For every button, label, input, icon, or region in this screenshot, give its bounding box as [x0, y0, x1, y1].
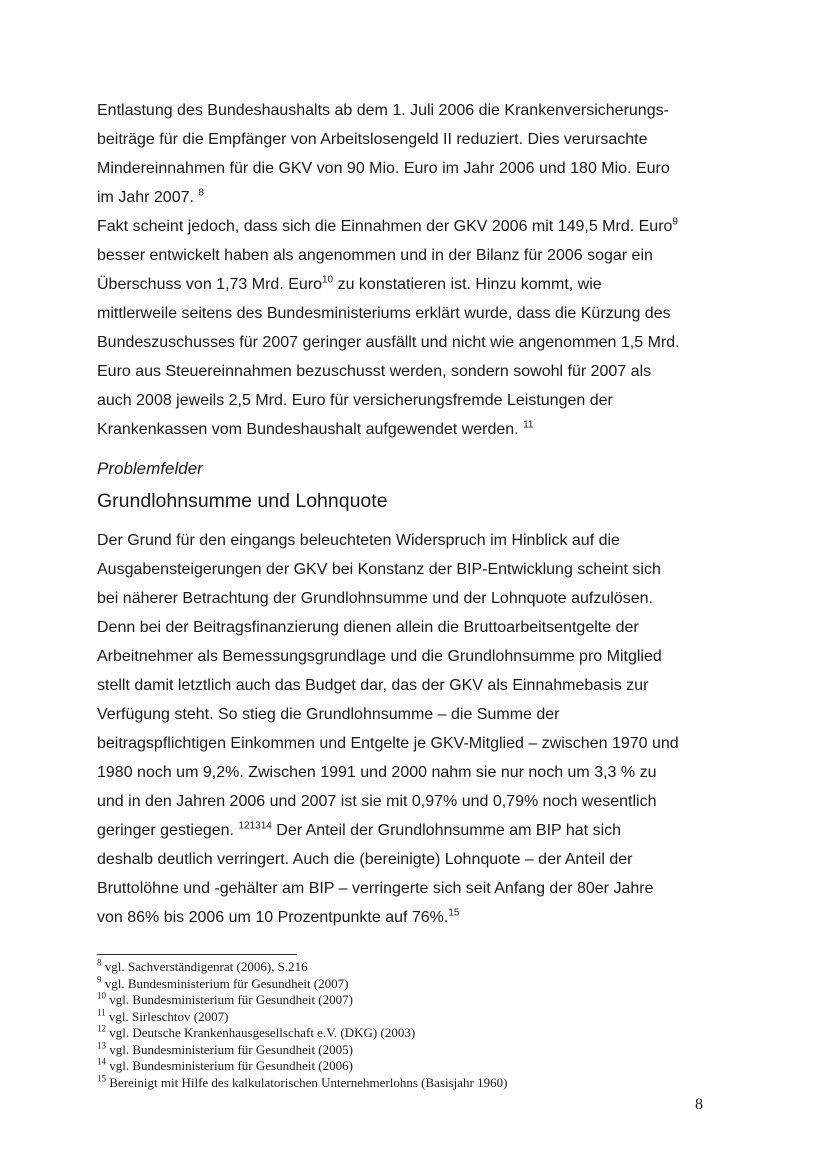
- text-line: Überschuss von 1,73 Mrd. Euro$^{10}$ zu konstatieren ist. Hinzu kommt, wie: [97, 274, 602, 293]
- footnote-item: $^{15}$ Bereinigt mit Hilfe des kalkulatorischen Unternehmerlohns (Basisjahr 1960): [97, 1073, 508, 1090]
- footnote-number: 12: [97, 1023, 106, 1034]
- paragraph-fakt-einnahmen: [97, 212, 713, 444]
- footnote-number: 8: [97, 957, 102, 968]
- section-heading-problemfelder: Problemfelder: [97, 459, 203, 478]
- text-line: beiträge für die Empfänger von Arbeitslosengeld II reduziert. Dies verursachte: [97, 131, 648, 148]
- footnote-ref: 12: [238, 820, 250, 832]
- text-line: 1980 noch um 9,2%. Zwischen 1991 und 2000 nahm sie nur noch um 3,3 % zu: [97, 764, 657, 781]
- text-line: Euro aus Steuereinnahmen bezuschusst werden, sondern sowohl für 2007 als: [97, 363, 652, 380]
- text-line: Bundeszuschusses für 2007 geringer ausfällt und nicht wie angenommen 1,5 Mrd.: [97, 334, 680, 351]
- footnote-number: 9: [97, 974, 102, 985]
- text-line: Mindereinnahmen für die GKV von 90 Mio. Euro im Jahr 2006 und 180 Mio. Euro: [97, 160, 670, 177]
- section-heading-grundlohnsumme: Grundlohnsumme und Lohnquote: [97, 490, 388, 512]
- footnote-item: $^{12}$ vgl. Deutsche Krankenhausgesellschaft e.V. (DKG) (2003): [97, 1023, 416, 1040]
- text-line: im Jahr 2007. $^8$: [97, 187, 204, 206]
- footnote-ref: 8: [198, 187, 204, 199]
- text-line: auch 2008 jeweils 2,5 Mrd. Euro für versicherungsfremde Leistungen der: [97, 392, 613, 409]
- text-line: Arbeitnehmer als Bemessungsgrundlage und die Grundlohnsumme pro Mitglied: [97, 648, 662, 665]
- footnote-item: $^{13}$ vgl. Bundesministerium für Gesundheit (2005): [97, 1040, 353, 1057]
- text-line: Ausgabensteigerungen der GKV bei Konstanz der BIP-Entwicklung scheint sich: [97, 561, 661, 578]
- footnotes-list: [97, 959, 713, 1091]
- text-line: von 86% bis 2006 um 10 Prozentpunkte auf 76%.$^{15}$: [97, 907, 460, 926]
- footnote-number: 13: [97, 1040, 106, 1051]
- footnote-item: $^{14}$ vgl. Bundesministerium für Gesundheit (2006): [97, 1056, 353, 1073]
- footnote-item: $^9$ vgl. Bundesministerium für Gesundheit (2007): [97, 974, 349, 991]
- footnote-ref: 14: [260, 820, 272, 832]
- footnote-ref: 11: [523, 419, 534, 431]
- text-line: mittlerweile seitens des Bundesministeriums erklärt wurde, dass die Kürzung des: [97, 305, 671, 322]
- text-line: geringer gestiegen. $^{121314}$ Der Anteil der Grundlohnsumme am BIP hat sich: [97, 820, 622, 839]
- page-number: 8: [695, 1096, 703, 1113]
- footnote-ref: 15: [448, 907, 460, 919]
- text-line: Denn bei der Beitragsfinanzierung dienen allein die Bruttoarbeitsentgelte der: [97, 619, 639, 636]
- footnote-item: $^8$ vgl. Sachverständigenrat (2006), S.216: [97, 957, 308, 974]
- footnote-item: $^{11}$ vgl. Sirleschtov (2007): [97, 1007, 229, 1024]
- text-line: stellt damit letztlich auch das Budget dar, das der GKV als Einnahmebasis zur: [97, 677, 649, 694]
- text-line: beitragspflichtigen Einkommen und Entgelte je GKV-Mitglied – zwischen 1970 und: [97, 735, 679, 752]
- footnote-number: 14: [97, 1056, 106, 1067]
- footnote-item: $^{10}$ vgl. Bundesministerium für Gesundheit (2007): [97, 990, 353, 1007]
- text-line: Entlastung des Bundeshaushalts ab dem 1. Juli 2006 die Krankenversicherungs-: [97, 102, 669, 119]
- paragraph-entlastung: [97, 96, 713, 212]
- footnote-number: 10: [97, 990, 106, 1001]
- footnote-number: 11: [97, 1007, 106, 1018]
- footnote-ref: 9: [672, 216, 678, 228]
- text-line: deshalb deutlich verringert. Auch die (bereinigte) Lohnquote – der Anteil der: [97, 851, 633, 868]
- text-line: und in den Jahren 2006 und 2007 ist sie mit 0,97% und 0,79% noch wesentlich: [97, 793, 657, 810]
- text-line: Fakt scheint jedoch, dass sich die Einnahmen der GKV 2006 mit 149,5 Mrd. Euro$^9$: [97, 216, 678, 235]
- footnote-ref: 13: [249, 820, 261, 832]
- text-line: Verfügung steht. So stieg die Grundlohnsumme – die Summe der: [97, 706, 560, 723]
- document-content: [97, 96, 713, 1091]
- text-line: Der Grund für den eingangs beleuchteten Widerspruch im Hinblick auf die: [97, 532, 620, 549]
- text-line: Bruttolöhne und -gehälter am BIP – verringerte sich seit Anfang der 80er Jahre: [97, 880, 654, 897]
- footnote-ref: 10: [322, 274, 334, 286]
- text-line: Krankenkassen vom Bundeshaushalt aufgewendet werden. $^{11}$: [97, 419, 534, 438]
- text-line: bei näherer Betrachtung der Grundlohnsumme und der Lohnquote aufzulösen.: [97, 590, 653, 607]
- footnote-separator: [97, 954, 297, 955]
- text-line: besser entwickelt haben als angenommen und in der Bilanz für 2006 sogar ein: [97, 247, 653, 264]
- paragraph-grundlohnsumme: [97, 526, 713, 932]
- footnote-number: 15: [97, 1073, 106, 1084]
